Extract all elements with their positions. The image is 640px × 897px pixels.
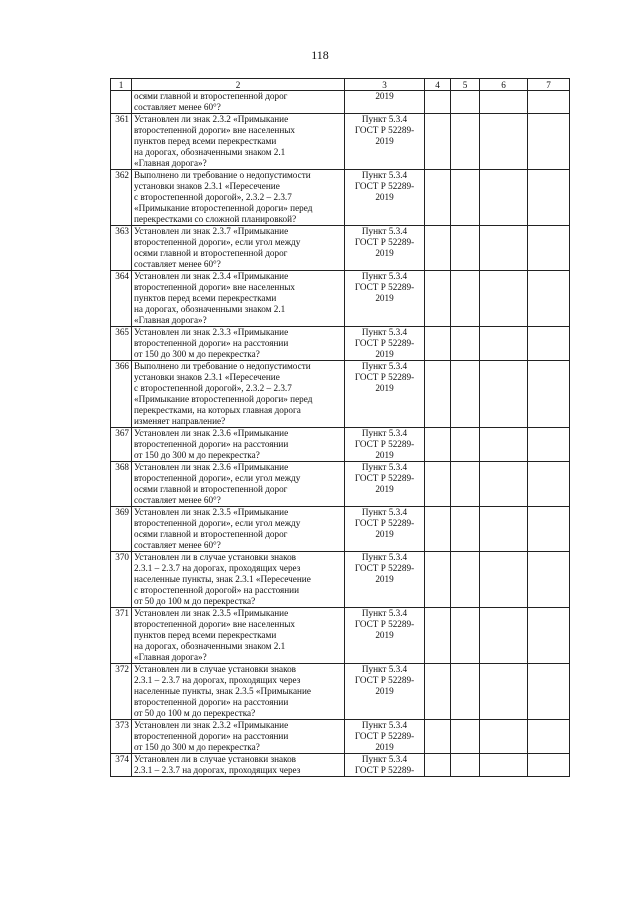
empty-answer-cell [451,462,480,507]
requirement-text: осями главной и второстепенной дорог составляет менее 60°? [132,91,345,114]
normative-reference: Пункт 5.3.4 ГОСТ Р 52289- 2019 [345,507,425,552]
normative-reference: Пункт 5.3.4 ГОСТ Р 52289- 2019 [345,462,425,507]
empty-answer-cell [480,114,528,170]
column-header: 4 [425,79,451,91]
requirement-text: Установлен ли в случае установки знаков 2.3.1 – 2.3.7 на дорогах, проходящих через населенные пункты, знак 2.3.1 «Пересечение с второстепенной дорогой» на расстоянии от 50 до 100 м до перекрестка? [132,552,345,608]
empty-answer-cell [480,754,528,777]
row-number: 361 [111,114,132,170]
row-number: 364 [111,271,132,327]
column-header: 7 [528,79,570,91]
empty-answer-cell [528,664,570,720]
normative-reference: Пункт 5.3.4 ГОСТ Р 52289- 2019 [345,552,425,608]
empty-answer-cell [480,271,528,327]
empty-answer-cell [480,552,528,608]
normative-reference: Пункт 5.3.4 ГОСТ Р 52289- 2019 [345,226,425,271]
column-header: 6 [480,79,528,91]
empty-answer-cell [528,428,570,462]
empty-answer-cell [425,327,451,361]
empty-answer-cell [528,720,570,754]
table-row [111,327,570,361]
row-number: 368 [111,462,132,507]
requirement-text: Установлен ли в случае установки знаков 2.3.1 – 2.3.7 на дорогах, проходящих через населенные пункты, знак 2.3.5 «Примыкание второстепенной дороги» на расстоянии от 50 до 100 м до перекрестка? [132,664,345,720]
empty-answer-cell [451,608,480,664]
empty-answer-cell [480,462,528,507]
empty-answer-cell [451,664,480,720]
normative-reference: Пункт 5.3.4 ГОСТ Р 52289- 2019 [345,361,425,428]
page-number: 118 [311,48,329,62]
table-row [111,720,570,754]
empty-answer-cell [528,271,570,327]
empty-answer-cell [480,428,528,462]
empty-answer-cell [425,91,451,114]
empty-answer-cell [528,114,570,170]
normative-reference: Пункт 5.3.4 ГОСТ Р 52289- [345,754,425,777]
empty-answer-cell [480,720,528,754]
normative-reference: 2019 [345,91,425,114]
requirement-text: Установлен ли в случае установки знаков 2.3.1 – 2.3.7 на дорогах, проходящих через [132,754,345,777]
normative-reference: Пункт 5.3.4 ГОСТ Р 52289- 2019 [345,428,425,462]
empty-answer-cell [451,428,480,462]
table-row [111,170,570,226]
normative-reference: Пункт 5.3.4 ГОСТ Р 52289- 2019 [345,720,425,754]
empty-answer-cell [480,361,528,428]
empty-answer-cell [425,664,451,720]
empty-answer-cell [528,170,570,226]
row-number: 363 [111,226,132,271]
empty-answer-cell [480,226,528,271]
column-header: 2 [132,79,345,91]
empty-answer-cell [425,754,451,777]
requirement-text: Установлен ли знак 2.3.6 «Примыкание второстепенной дороги» на расстоянии от 150 до 300 м до перекрестка? [132,428,345,462]
row-number: 365 [111,327,132,361]
table-row [111,114,570,170]
empty-answer-cell [451,91,480,114]
table-row [111,361,570,428]
empty-answer-cell [528,361,570,428]
row-number: 366 [111,361,132,428]
column-header: 3 [345,79,425,91]
table-row [111,271,570,327]
table-row [111,462,570,507]
empty-answer-cell [451,114,480,170]
empty-answer-cell [425,608,451,664]
table-row [111,507,570,552]
empty-answer-cell [451,720,480,754]
requirement-text: Установлен ли знак 2.3.3 «Примыкание второстепенной дороги» на расстоянии от 150 до 300 м до перекрестка? [132,327,345,361]
empty-answer-cell [528,226,570,271]
empty-answer-cell [451,170,480,226]
row-number [111,91,132,114]
empty-answer-cell [425,114,451,170]
column-number-row [111,79,570,91]
empty-answer-cell [480,608,528,664]
empty-answer-cell [480,327,528,361]
empty-answer-cell [451,754,480,777]
requirement-text: Установлен ли знак 2.3.2 «Примыкание второстепенной дороги» вне населенных пунктов перед всеми перекрестками на дорогах, обозначенными знаком 2.1 «Главная дорога»? [132,114,345,170]
empty-answer-cell [528,754,570,777]
checklist-table [110,78,570,777]
empty-answer-cell [451,552,480,608]
empty-answer-cell [425,428,451,462]
empty-answer-cell [451,226,480,271]
empty-answer-cell [451,361,480,428]
requirement-text: Выполнено ли требование о недопустимости установки знаков 2.3.1 «Пересечение с второстепенной дорогой», 2.3.2 – 2.3.7 «Примыкание второстепенной дороги» перед перекрестками со сложной планировкой? [132,170,345,226]
empty-answer-cell [480,507,528,552]
table-row [111,91,570,114]
column-header: 1 [111,79,132,91]
empty-answer-cell [451,327,480,361]
empty-answer-cell [480,664,528,720]
requirement-text: Установлен ли знак 2.3.7 «Примыкание второстепенной дороги», если угол между осями главной и второстепенной дорог составляет менее 60°? [132,226,345,271]
empty-answer-cell [528,327,570,361]
empty-answer-cell [425,170,451,226]
normative-reference: Пункт 5.3.4 ГОСТ Р 52289- 2019 [345,170,425,226]
row-number: 362 [111,170,132,226]
empty-answer-cell [480,170,528,226]
row-number: 367 [111,428,132,462]
normative-reference: Пункт 5.3.4 ГОСТ Р 52289- 2019 [345,608,425,664]
normative-reference: Пункт 5.3.4 ГОСТ Р 52289- 2019 [345,664,425,720]
empty-answer-cell [425,507,451,552]
requirement-text: Установлен ли знак 2.3.4 «Примыкание второстепенной дороги» вне населенных пунктов перед всеми перекрестками на дорогах, обозначенными знаком 2.1 «Главная дорога»? [132,271,345,327]
requirement-text: Установлен ли знак 2.3.5 «Примыкание второстепенной дороги», если угол между осями главной и второстепенной дорог составляет менее 60°? [132,507,345,552]
row-number: 372 [111,664,132,720]
normative-reference: Пункт 5.3.4 ГОСТ Р 52289- 2019 [345,327,425,361]
empty-answer-cell [425,720,451,754]
row-number: 369 [111,507,132,552]
empty-answer-cell [528,552,570,608]
empty-answer-cell [528,608,570,664]
empty-answer-cell [425,552,451,608]
requirement-text: Установлен ли знак 2.3.6 «Примыкание второстепенной дороги», если угол между осями главной и второстепенной дорог составляет менее 60°? [132,462,345,507]
table-row [111,754,570,777]
table-row [111,226,570,271]
row-number: 371 [111,608,132,664]
empty-answer-cell [451,507,480,552]
normative-reference: Пункт 5.3.4 ГОСТ Р 52289- 2019 [345,271,425,327]
empty-answer-cell [528,462,570,507]
empty-answer-cell [528,91,570,114]
empty-answer-cell [425,271,451,327]
requirement-text: Установлен ли знак 2.3.2 «Примыкание второстепенной дороги» на расстоянии от 150 до 300 м до перекрестка? [132,720,345,754]
row-number: 370 [111,552,132,608]
empty-answer-cell [425,361,451,428]
row-number: 373 [111,720,132,754]
empty-answer-cell [480,91,528,114]
table-row [111,608,570,664]
empty-answer-cell [425,226,451,271]
normative-reference: Пункт 5.3.4 ГОСТ Р 52289- 2019 [345,114,425,170]
table-row [111,428,570,462]
requirement-text: Выполнено ли требование о недопустимости установки знаков 2.3.1 «Пересечение с второстепенной дорогой», 2.3.2 – 2.3.7 «Примыкание второстепенной дороги» перед перекрестками, на которых главная дорога изменяет направление? [132,361,345,428]
table-row [111,664,570,720]
empty-answer-cell [425,462,451,507]
table-row [111,552,570,608]
empty-answer-cell [451,271,480,327]
requirement-text: Установлен ли знак 2.3.5 «Примыкание второстепенной дороги» вне населенных пунктов перед всеми перекрестками на дорогах, обозначенными знаком 2.1 «Главная дорога»? [132,608,345,664]
column-header: 5 [451,79,480,91]
empty-answer-cell [528,507,570,552]
row-number: 374 [111,754,132,777]
